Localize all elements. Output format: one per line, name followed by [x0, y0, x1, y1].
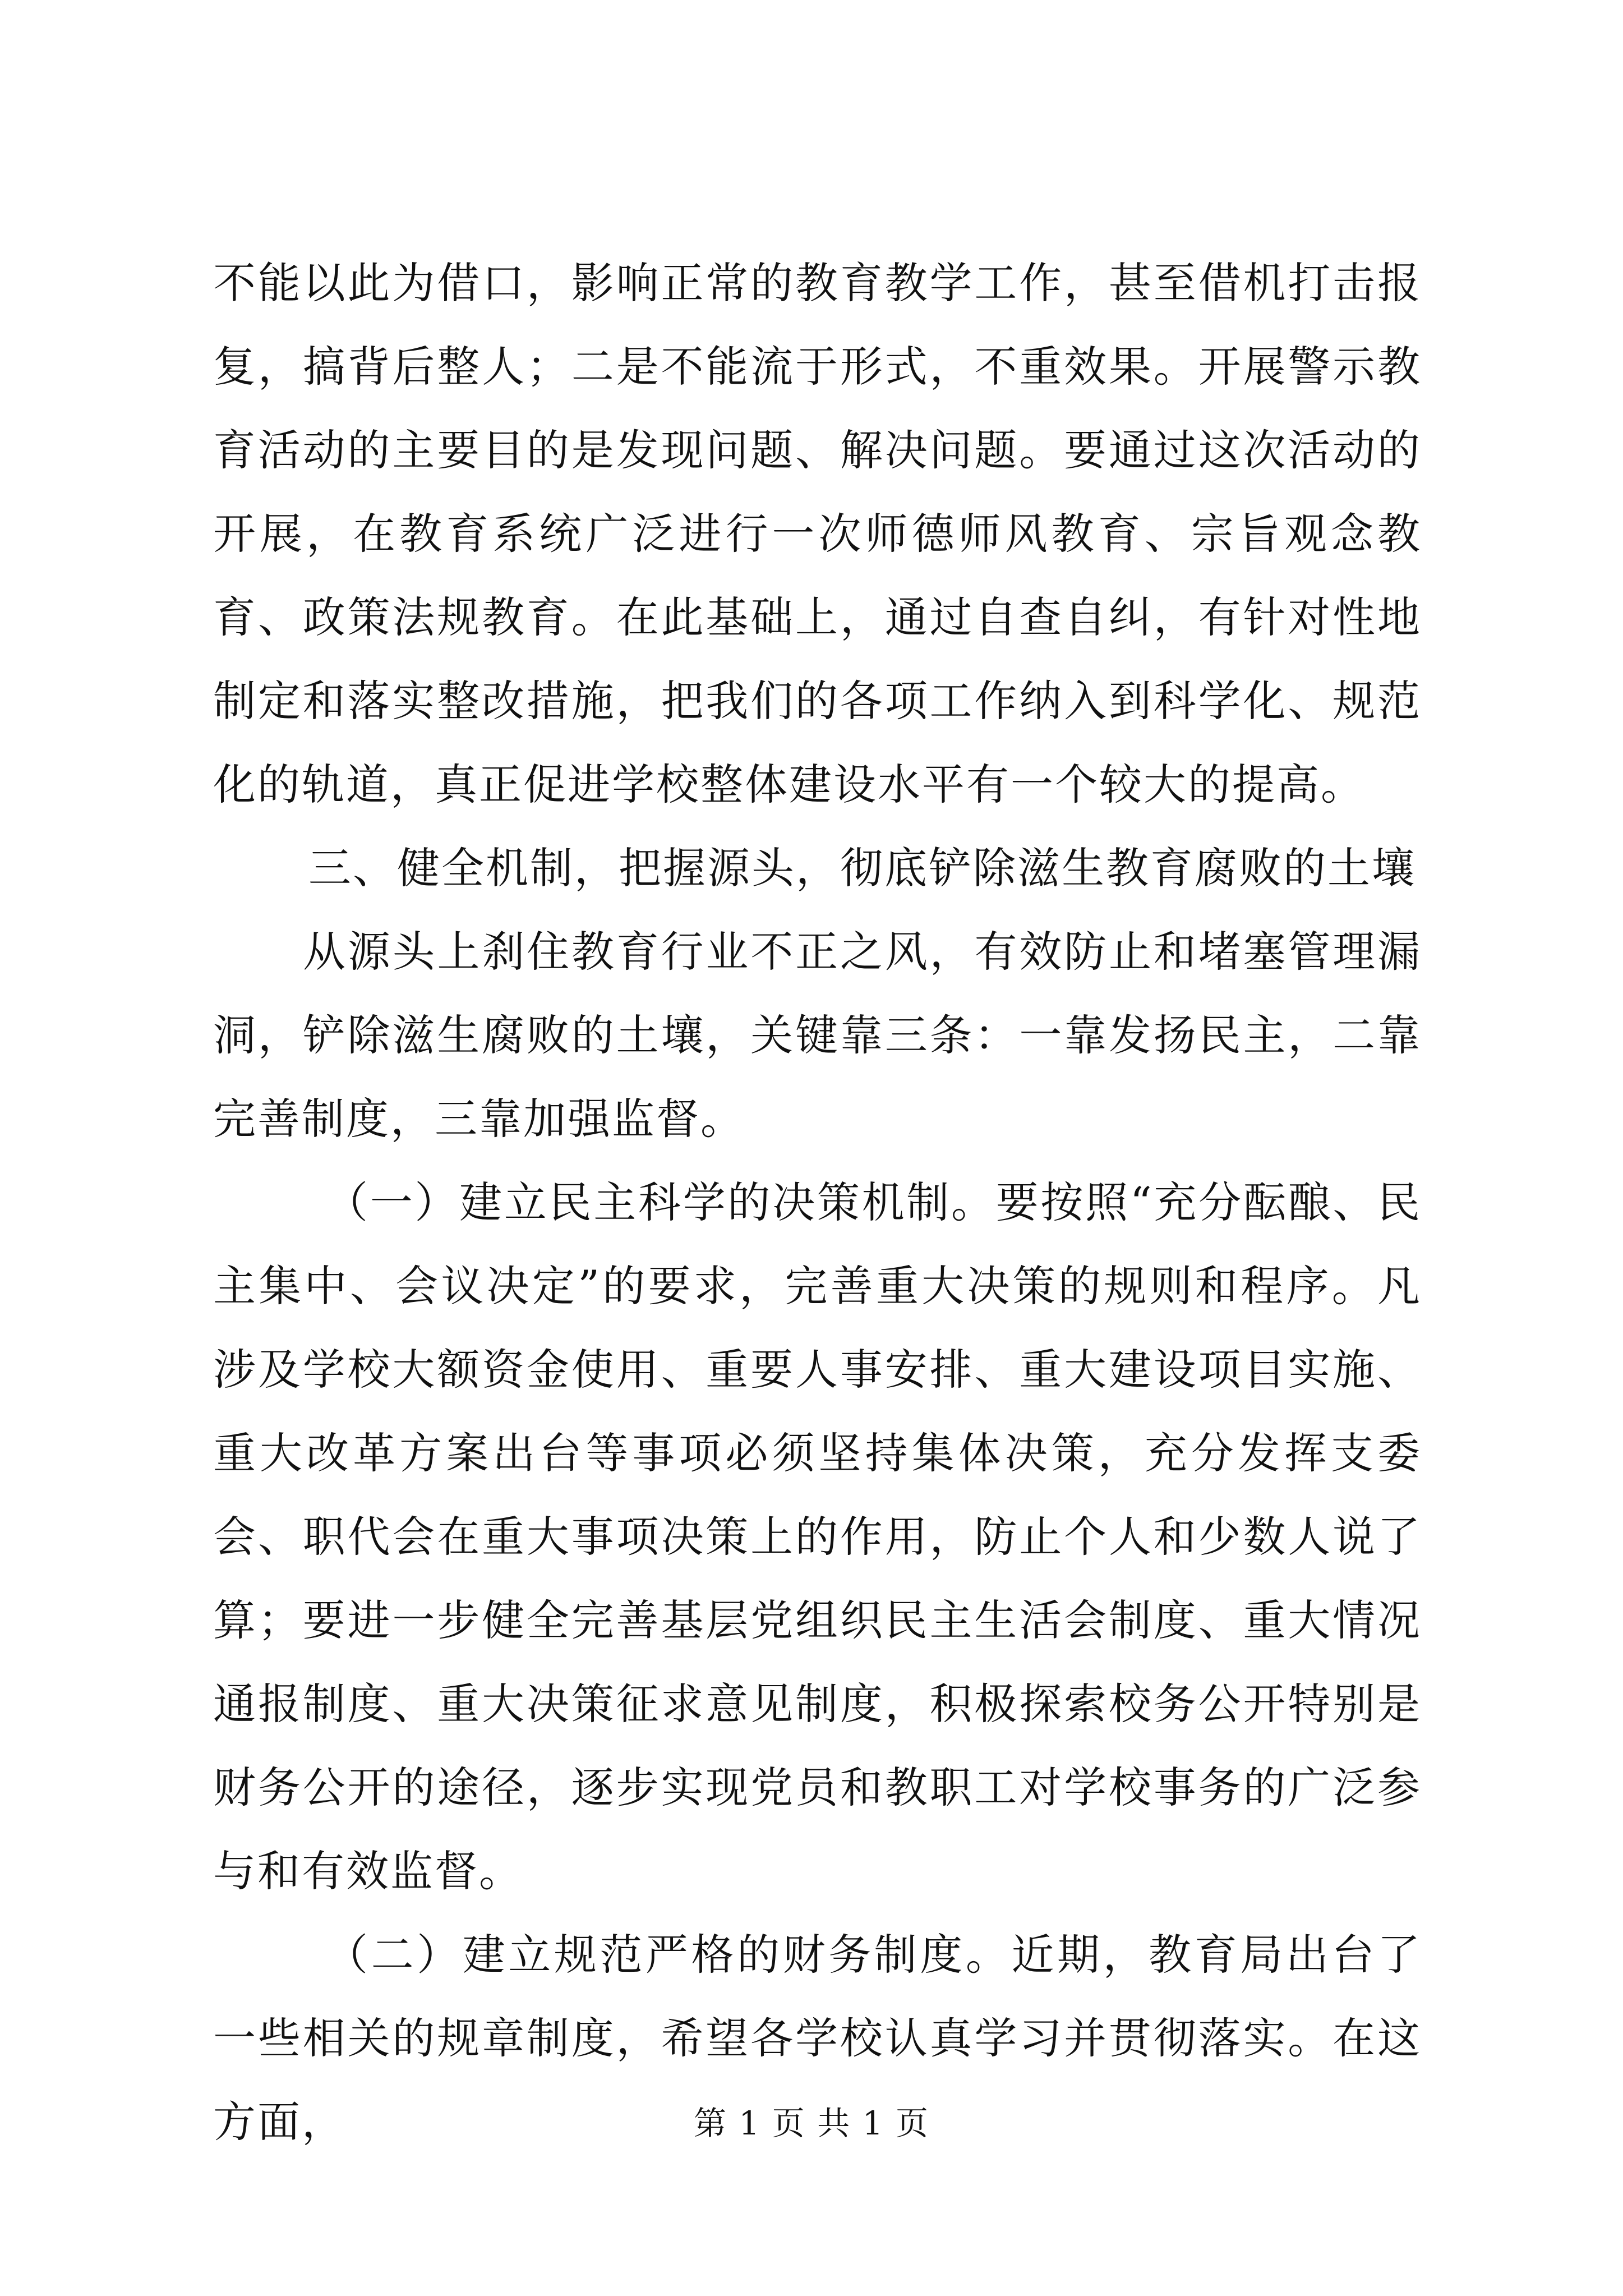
- paragraph-finance-system: （二）建立规范严格的财务制度。近期，教育局出台了一些相关的规章制度，希望各学校认真学习并贯彻落实。在这方面，: [213, 1930, 1422, 2147]
- paragraph-intro: 从源头上刹住教育行业不正之风，有效防止和堵塞管理漏洞，铲除滋生腐败的土壤，关键靠三条：一靠发扬民主，二靠完善制度，三靠加强监督。: [213, 927, 1422, 1144]
- page-footer: 第 1 页 共 1 页: [694, 2104, 929, 2142]
- section-heading: 三、健全机制，把握源头，彻底铲除滋生教育腐败的土壤: [308, 843, 1416, 893]
- document-body: [213, 241, 1422, 2164]
- paragraph-continuation: 不能以此为借口，影响正常的教育教学工作，甚至借机打击报复，搞背后整人；二是不能流于形式，不重效果。开展警示教育活动的主要目的是发现问题、解决问题。要通过这次活动的开展，在教育系统广泛进行一次师德师风教育、宗旨观念教育、政策法规教育。在此基础上，通过自查自纠，有针对性地制定和落实整改措施，把我们的各项工作纳入到科学化、规范化的轨道，真正促进学校整体建设水平有一个较大的提高。: [213, 258, 1422, 809]
- paragraph-decision-mechanism: （一）建立民主科学的决策机制。要按照“充分酝酿、民主集中、会议决定”的要求，完善重大决策的规则和程序。凡涉及学校大额资金使用、重要人事安排、重大建设项目实施、重大改革方案出台等事项必须坚持集体决策，充分发挥支委会、职代会在重大事项决策上的作用，防止个人和少数人说了算；要进一步健全完善基层党组织民主生活会制度、重大情况通报制度、重大决策征求意见制度，积极探索校务公开特别是财务公开的途径，逐步实现党员和教职工对学校事务的广泛参与和有效监督。: [213, 1177, 1422, 1896]
